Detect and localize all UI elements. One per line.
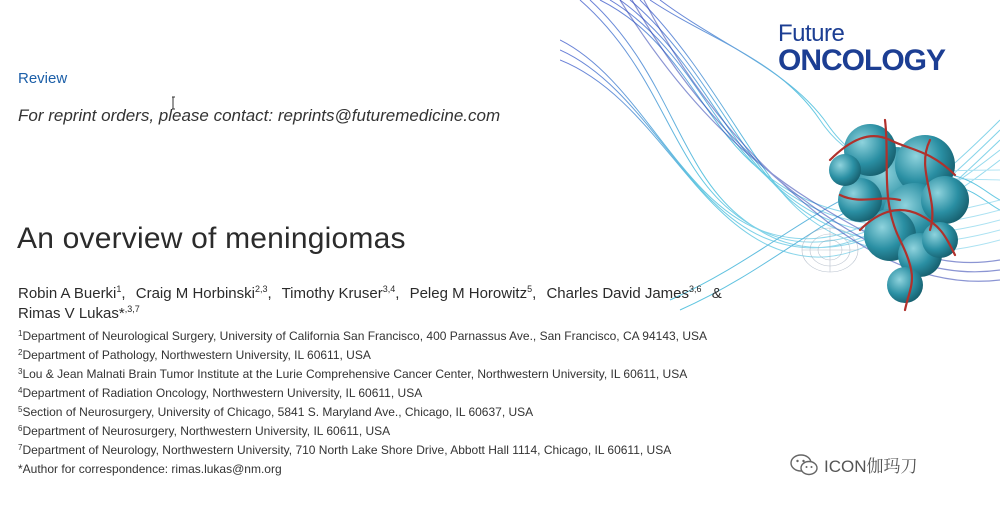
affiliation-item: $^6$Department of Neurosurgery, Northwestern University, IL 60611, USA: [18, 424, 391, 438]
logo-oncology-text: ONCOLOGY: [778, 44, 946, 77]
article-type-label: Review: [18, 70, 68, 87]
affiliation-item: $^5$Section of Neurosurgery, University of Chicago, 5841 S. Maryland Ave., Chicago, IL 60637, USA: [18, 405, 534, 419]
affiliation-item: $^4$Department of Radiation Oncology, Northwestern University, IL 60611, USA: [18, 386, 423, 400]
author-list: [18, 284, 738, 324]
affiliation-item: $^1$Department of Neurological Surgery, University of California San Francisco, 400 Parnassus Ave., San Francisco, CA 94143, USA: [18, 329, 708, 343]
watermark: [790, 452, 918, 477]
author-name: Timothy Kruser$^{3,4}$,: [281, 284, 400, 302]
affiliation-item: $^7$Department of Neurology, Northwestern University, 710 North Lake Shore Drive, Abbott Hall 1114, Chicago, IL 60611, USA: [18, 443, 672, 457]
logo-future-text: Future: [778, 20, 845, 47]
author-name: Robin A Buerki$^1$,: [18, 284, 126, 302]
author-name: Peleg M Horowitz$^5$,: [409, 284, 537, 302]
tumor-model: [829, 124, 969, 303]
author-name: Craig M Horbinski$^{2,3}$,: [135, 284, 272, 302]
correspondence-note: *Author for correspondence: rimas.lukas@nm.org: [18, 462, 282, 476]
affiliation-list: [18, 327, 707, 479]
author-name: Charles David James$^{3,6}$: [546, 284, 702, 302]
article-title: An overview of meningiomas: [17, 222, 406, 255]
affiliation-item: $^3$Lou & Jean Malnati Brain Tumor Institute at the Lurie Comprehensive Cancer Center, Northwestern University, IL 60611, USA: [18, 367, 688, 381]
affiliation-item: $^2$Department of Pathology, Northwestern University, IL 60611, USA: [18, 348, 371, 362]
wechat-icon: [790, 454, 818, 476]
watermark-text: ICON伽玛刀: [824, 457, 918, 476]
journal-logo: [778, 22, 945, 76]
mouse-cursor-icon: [172, 96, 180, 110]
reprint-notice[interactable]: For reprint orders, please contact: reprints@futuremedicine.com: [18, 106, 501, 125]
author-name: & Rimas V Lukas*$^{,3,7}$: [18, 285, 722, 322]
mesh-wireframe: [802, 228, 858, 272]
